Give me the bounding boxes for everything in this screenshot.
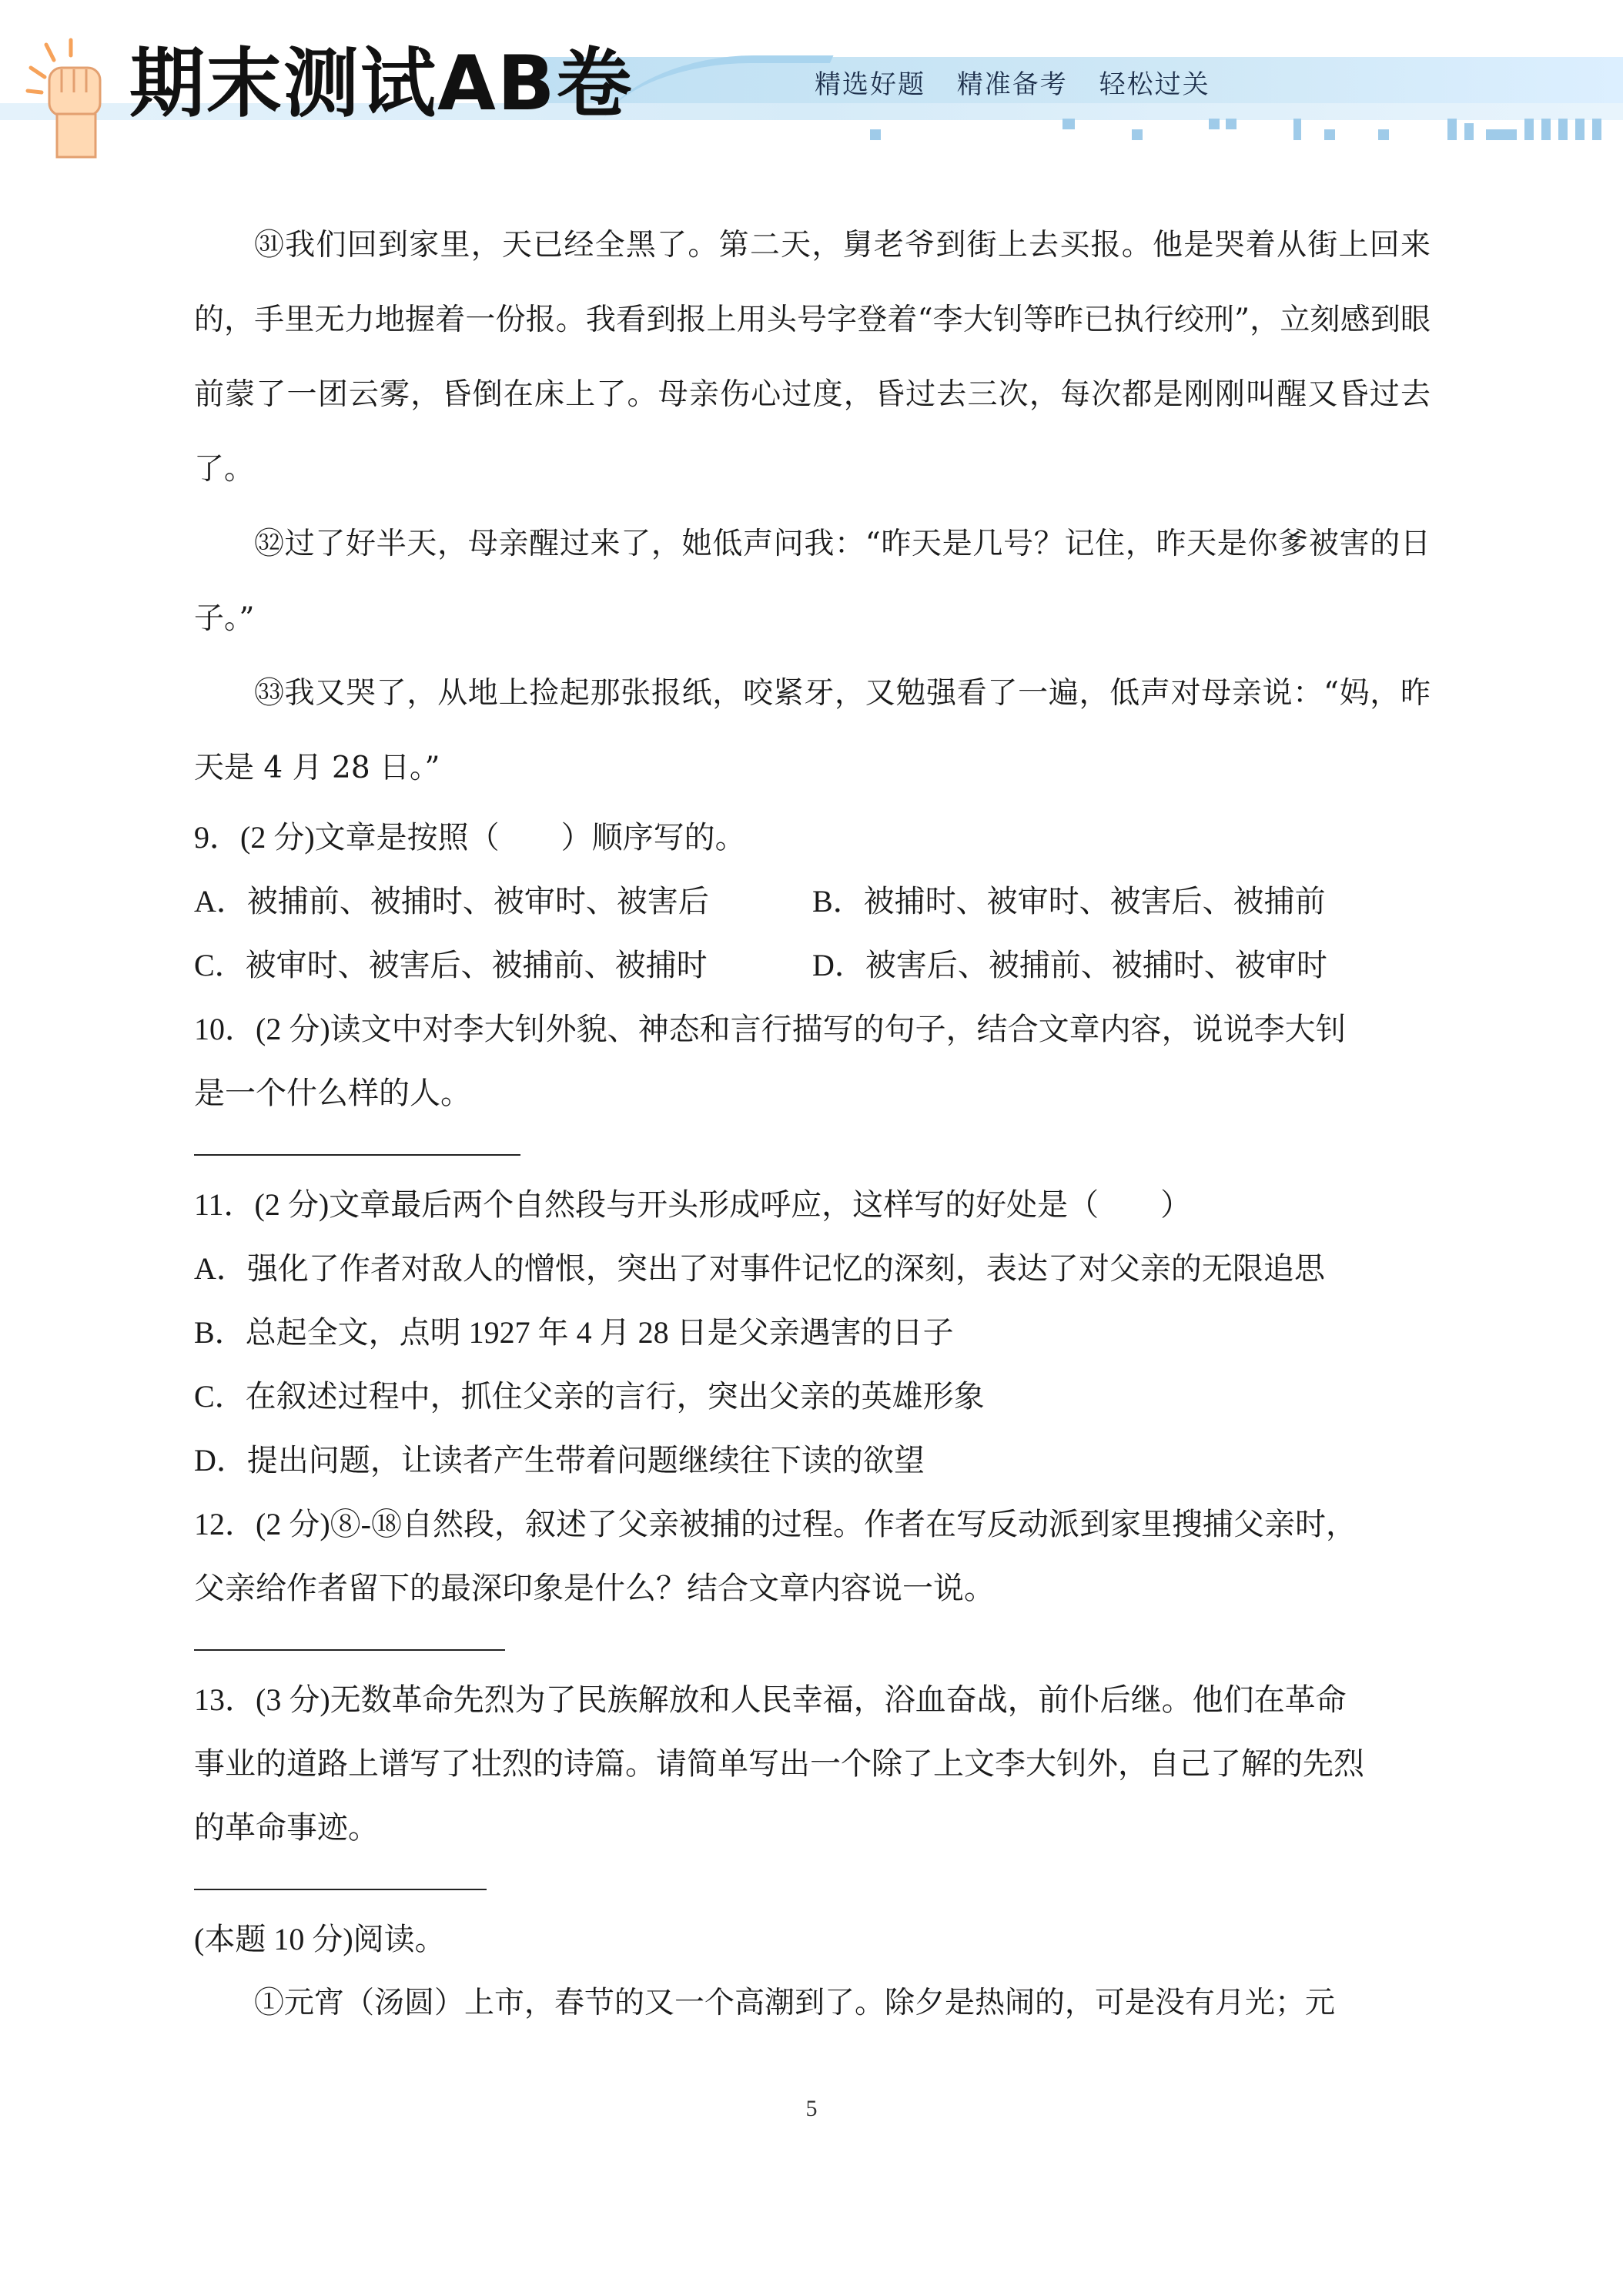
question-9-option-c[interactable]: C．被审时、被害后、被捕前、被捕时: [194, 948, 708, 982]
question-13-line-3: 的革命事迹。: [194, 1810, 379, 1845]
question-9-options-row2: [194, 933, 1431, 997]
question-12-line-2: 父亲给作者留下的最深印象是什么？结合文章内容说一说。: [194, 1571, 995, 1605]
question-9-option-a[interactable]: A．被捕前、被捕时、被审时、被害后: [194, 884, 709, 919]
passage-paragraph-31: ㉛我们回到家里，天已经全黑了。第二天，舅老爷到街上去买报。他是哭着从街上回来的，手里无力地握着一份报。我看到报上用头号字登着“李大钊等昨已执行绞刑”，立刻感到眼前蒙了一团云雾，昏倒在床上了。母亲伤心过度，昏过去三次，每次都是刚刚叫醒又昏过去了。: [194, 228, 1431, 487]
next-passage-paragraph-1: ①元宵（汤圆）上市，春节的又一个高潮到了。除夕是热闹的，可是没有月光；元: [254, 1986, 1336, 2020]
question-12-line-1: 12．(2 分)⑧-⑱自然段，叙述了父亲被捕的过程。作者在写反动派到家里搜捕父亲时，: [194, 1507, 1357, 1541]
question-12-answer-line[interactable]: [194, 1649, 505, 1651]
question-9-option-b[interactable]: B．被捕时、被审时、被害后、被捕前: [812, 884, 1326, 919]
question-13-line-1: 13．(3 分)无数革命先烈为了民族解放和人民幸福，浴血奋战，前仆后继。他们在革命: [194, 1682, 1347, 1717]
page-number: 5: [805, 2096, 818, 2121]
next-section-intro: (本题 10 分)阅读。: [194, 1922, 446, 1956]
fist-hand-icon: [23, 37, 115, 160]
question-9-option-d[interactable]: D．被害后、被捕前、被捕时、被审时: [812, 948, 1327, 982]
question-10-line-2: 是一个什么样的人。: [194, 1076, 471, 1110]
passage-paragraph-33: ㉝我又哭了，从地上捡起那张报纸，咬紧牙，又勉强看了一遍，低声对母亲说：“妈，昨天是 4 月 28 日。”: [194, 676, 1431, 785]
question-13-answer-line[interactable]: [194, 1889, 487, 1890]
passage-paragraph-32: ㉜过了好半天，母亲醒过来了，她低声问我：“昨天是几号？记住，昨天是你爹被害的日子。”: [194, 527, 1431, 636]
page-content: [194, 208, 1431, 2035]
question-11-option-c[interactable]: C．在叙述过程中，抓住父亲的言行，突出父亲的英雄形象: [194, 1379, 985, 1414]
question-11-option-b[interactable]: B．总起全文，点明 1927 年 4 月 28 日是父亲遇害的日子: [194, 1315, 954, 1350]
question-13-line-2: 事业的道路上谱写了壮烈的诗篇。请简单写出一个除了上文李大钊外，自己了解的先烈: [194, 1746, 1364, 1781]
question-11-option-a[interactable]: A．强化了作者对敌人的憎恨，突出了对事件记忆的深刻，表达了对父亲的无限追思: [194, 1251, 1325, 1286]
question-9-stem: 9．(2 分)文章是按照（ ）顺序写的。: [194, 820, 746, 855]
question-10-line-1: 10．(2 分)读文中对李大钊外貌、神态和言行描写的句子，结合文章内容，说说李大钊: [194, 1012, 1347, 1046]
header-slogan: 精选好题 精准备考 轻松过关: [815, 69, 1210, 100]
question-11-option-d[interactable]: D．提出问题，让读者产生带着问题继续往下读的欲望: [194, 1443, 925, 1478]
page-header: [0, 0, 1623, 166]
question-9-options-row1: [194, 869, 1431, 933]
question-11-stem: 11．(2 分)文章最后两个自然段与开头形成呼应，这样写的好处是（ ）: [194, 1187, 1192, 1222]
question-10-answer-line[interactable]: [194, 1154, 520, 1156]
header-decorative-dots: [870, 115, 1609, 146]
page-title: 期末测试AB卷: [129, 40, 634, 128]
